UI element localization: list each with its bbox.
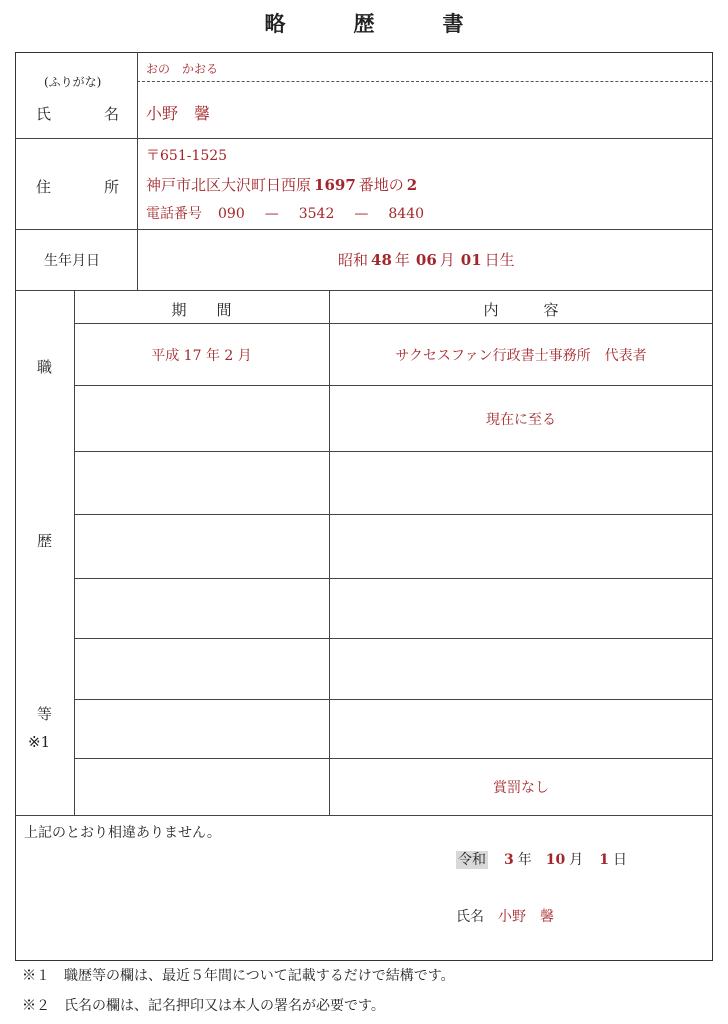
career-content[interactable]: 賞罰なし: [493, 780, 549, 796]
row-divider: [15, 229, 713, 230]
title-char: 書: [442, 11, 464, 36]
phone-part: —: [264, 206, 279, 222]
address-label-char: 所: [104, 178, 120, 196]
phone-line[interactable]: [146, 203, 424, 223]
career-content[interactable]: 現在に至る: [486, 412, 556, 428]
career-content[interactable]: サクセスファン行政書士事務所 代表者: [395, 348, 647, 364]
birth-month-unit: 月: [439, 251, 455, 269]
career-row-line: [74, 385, 713, 386]
signature-line[interactable]: [456, 906, 554, 926]
birthdate-value[interactable]: [338, 249, 515, 270]
furigana-divider: [137, 81, 713, 82]
career-side-char: 等: [37, 705, 53, 723]
header-content: 内 容: [483, 301, 559, 319]
declaration-year: 3: [504, 852, 514, 868]
row-divider: [15, 815, 713, 816]
career-row-line: [74, 578, 713, 579]
phone-label: 電話番号: [146, 206, 202, 222]
declaration-date[interactable]: [456, 849, 627, 869]
header-period: 期 間: [171, 301, 232, 319]
declaration-era: 令和: [458, 852, 486, 868]
document-title: [0, 8, 728, 38]
name-value[interactable]: 小野 馨: [146, 104, 211, 123]
footnote: ※２ 氏名の欄は、記名押印又は本人の署名が必要です。: [22, 998, 385, 1014]
phone-part: 090: [218, 206, 245, 222]
furigana-label: (ふりがな): [44, 75, 102, 89]
declaration-day-unit: 日: [612, 852, 627, 868]
birth-day: 01: [460, 251, 482, 269]
address-part: 番地の: [358, 176, 404, 194]
postal-code[interactable]: 〒651-1525: [146, 148, 228, 164]
label-column-divider: [137, 52, 138, 290]
career-side-char: 職: [37, 358, 53, 376]
address-label-char: 住: [36, 178, 52, 196]
birth-year-unit: 年: [394, 251, 410, 269]
row-divider: [15, 290, 713, 291]
birthdate-label: 生年月日: [44, 253, 100, 269]
declaration-year-unit: 年: [517, 852, 532, 868]
career-middle-divider: [329, 290, 330, 815]
phone-part: —: [354, 206, 369, 222]
declaration-text: 上記のとおり相違ありません。: [24, 825, 221, 841]
career-side-note: ※1: [28, 733, 51, 751]
signature-label: 氏名: [456, 909, 484, 925]
footnote: ※１ 職歴等の欄は、最近５年間について記載するだけで結構です。: [22, 968, 455, 984]
row-divider: [15, 138, 713, 139]
career-row-line: [74, 638, 713, 639]
career-side-divider: [74, 290, 75, 815]
address-part: 2: [406, 176, 418, 194]
declaration-month: 10: [545, 852, 566, 868]
phone-part: 3542: [298, 206, 335, 222]
address-line[interactable]: [146, 174, 417, 195]
career-period[interactable]: 平成 17 年 2 月: [151, 348, 252, 364]
career-row-line: [74, 451, 713, 452]
declaration-month-unit: 月: [569, 852, 584, 868]
address-part: 神戸市北区大沢町日西原: [146, 176, 312, 194]
signature-value: 小野 馨: [498, 909, 554, 925]
phone-part: 8440: [388, 206, 425, 222]
birth-year: 48: [371, 251, 392, 269]
career-row-line: [74, 699, 713, 700]
career-row-line: [74, 758, 713, 759]
declaration-day: 1: [599, 852, 609, 868]
career-side-char: 歴: [37, 532, 53, 550]
career-row-line: [74, 514, 713, 515]
birth-era: 昭和: [338, 251, 369, 269]
furigana-value[interactable]: おの かおる: [146, 62, 219, 76]
birth-day-unit: 日生: [484, 251, 515, 269]
address-part: 1697: [314, 176, 356, 194]
birth-month: 06: [415, 251, 437, 269]
title-char: 略: [264, 11, 286, 36]
name-label-char: 名: [104, 105, 120, 123]
career-row-line: [74, 323, 713, 324]
title-char: 歴: [353, 11, 375, 36]
name-label-char: 氏: [36, 105, 52, 123]
